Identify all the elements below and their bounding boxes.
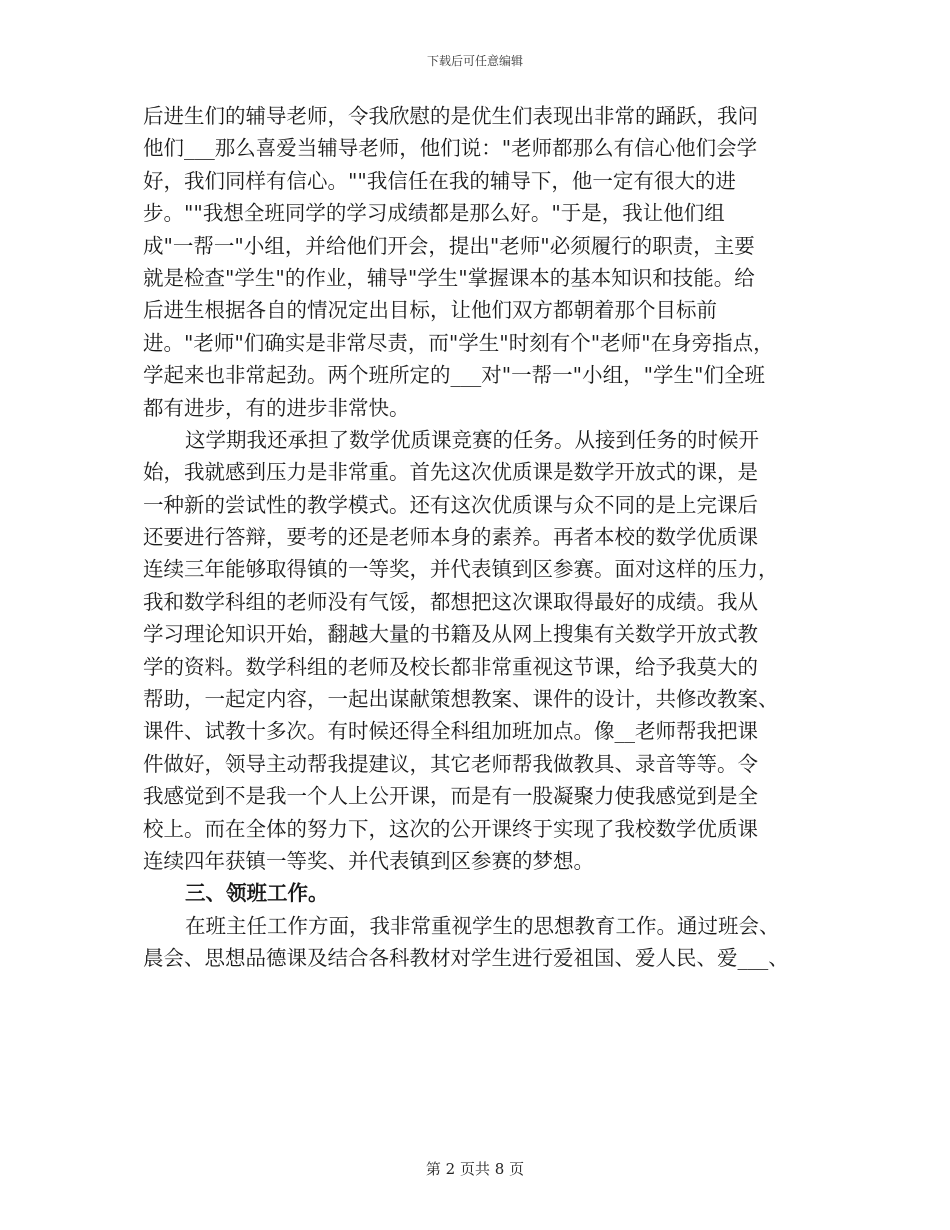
text-line: 学起来也非常起劲。两个班所定的___对"一帮一"小组，"学生"们全班 bbox=[143, 363, 765, 388]
text-line: 一种新的尝试性的教学模式。还有这次优质课与众不同的是上完课后 bbox=[143, 492, 758, 517]
paragraph-start-line: 在班主任工作方面，我非常重视学生的思想教育工作。通过班会、 bbox=[185, 913, 780, 938]
text-line: 我和数学科组的老师没有气馁，都想把这次课取得最好的成绩。我从 bbox=[143, 589, 758, 614]
text-line: 学的资料。数学科组的老师及校长都非常重视这节课，给予我莫大的 bbox=[143, 654, 758, 679]
page-footer: 第 2 页共 8 页 bbox=[425, 1160, 525, 1178]
text-line: 件做好，领导主动帮我提建议，其它老师帮我做教具、录音等等。令 bbox=[143, 751, 758, 776]
text-line: 我感觉到不是我一个人上公开课，而是有一股凝聚力使我感觉到是全 bbox=[143, 784, 758, 809]
text-line: 连续四年获镇一等奖、并代表镇到区参赛的梦想。 bbox=[143, 848, 594, 873]
text-line: 学习理论知识开始，翻越大量的书籍及从网上搜集有关数学开放式教 bbox=[143, 622, 758, 647]
text-line: 后进生们的辅导老师，令我欣慰的是优生们表现出非常的踊跃，我问 bbox=[143, 104, 758, 128]
paragraph-start-line: 这学期我还承担了数学优质课竞赛的任务。从接到任务的时候开 bbox=[185, 427, 759, 452]
text-line: 都有进步，有的进步非常快。 bbox=[143, 395, 410, 420]
text-line: 成"一帮一"小组，并给他们开会，提出"老师"必须履行的职责，主要 bbox=[143, 233, 755, 258]
text-line: 就是检查"学生"的作业，辅导"学生"掌握课本的基本知识和技能。给 bbox=[143, 265, 755, 290]
text-line: 进。"老师"们确实是非常尽责，而"学生"时刻有个"老师"在身旁指点， bbox=[143, 330, 774, 355]
text-line: 始，我就感到压力是非常重。首先这次优质课是数学开放式的课，是 bbox=[143, 460, 758, 485]
text-line: 晨会、思想品德课及结合各科教材对学生进行爱祖国、爱人民、爱___、 bbox=[143, 946, 789, 971]
text-line: 连续三年能够取得镇的一等奖，并代表镇到区参赛。面对这样的压力， bbox=[143, 557, 779, 582]
text-line: 帮助，一起定内容，一起出谋献策想教案、课件的设计，共修改教案、 bbox=[143, 687, 779, 712]
text-line: 步。""我想全班同学的学习成绩都是那么好。"于是，我让他们组 bbox=[143, 201, 725, 226]
text-line: 课件、试教十多次。有时候还得全科组加班加点。像__老师帮我把课 bbox=[143, 719, 758, 744]
text-line: 后进生根据各自的情况定出目标，让他们双方都朝着那个目标前 bbox=[143, 298, 717, 323]
text-line: 好，我们同样有信心。""我信任在我的辅导下，他一定有很大的进 bbox=[143, 168, 736, 193]
text-line: 还要进行答辩，要考的还是老师本身的素养。再者本校的数学优质课 bbox=[143, 525, 758, 550]
section-heading: 三、领班工作。 bbox=[185, 881, 329, 906]
page-header: 下载后可任意编辑 bbox=[426, 54, 523, 68]
text-line: 校上。而在全体的努力下，这次的公开课终于实现了我校数学优质课 bbox=[143, 816, 758, 841]
text-line: 他们___那么喜爱当辅导老师，他们说："老师都那么有信心他们会学 bbox=[143, 136, 758, 161]
body-text bbox=[143, 100, 823, 975]
